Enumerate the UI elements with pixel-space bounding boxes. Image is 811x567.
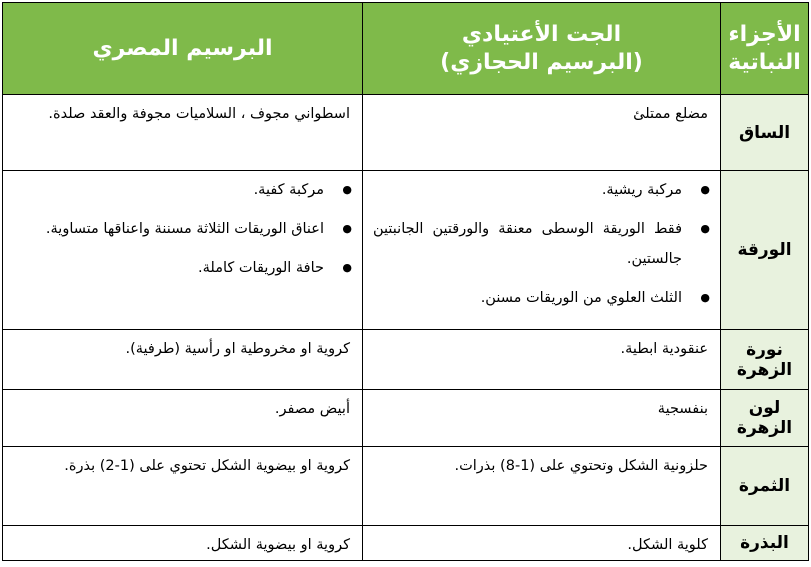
list-item: ● فقط الوريقة الوسطى معنقة والورقتين الجانبتين جالستين. (373, 214, 682, 274)
list-item: ● الثلث العلوي من الوريقات مسنن. (373, 283, 682, 313)
list-item: ● اعناق الوريقات الثلاثة مسننة واعناقها متساوية. (13, 214, 324, 244)
egyptian-leaf-list (13, 175, 350, 283)
hegazi-leaf-list (373, 175, 708, 313)
egyptian-stem: اسطواني مجوف ، السلاميات مجوفة والعقد صلدة. (3, 95, 363, 171)
hegazi-seed: كلوية الشكل. (363, 526, 721, 561)
comparison-table (2, 2, 809, 561)
table-row-stem (3, 95, 809, 171)
part-label-flower-color: لون الزهرة (721, 390, 809, 447)
list-item: ● مركبة كفية. (13, 175, 324, 205)
hegazi-leaf (363, 171, 721, 330)
egyptian-flower-color: أبيض مصفر. (3, 390, 363, 447)
list-item: ● مركبة ريشية. (373, 175, 682, 205)
egyptian-corolla: كروية او مخروطية او رأسية (طرفية). (3, 330, 363, 390)
part-label-corolla: نورة الزهرة (721, 330, 809, 390)
table-row-corolla (3, 330, 809, 390)
hegazi-stem: مضلع ممتلئ (363, 95, 721, 171)
header-hegazi-clover: الجت الأعتيادي (البرسيم الحجازي) (363, 3, 721, 95)
header-egyptian-clover: البرسيم المصري (3, 3, 363, 95)
part-label-seed: البذرة (721, 526, 809, 561)
list-item: ● حافة الوريقات كاملة. (13, 253, 324, 283)
header-plant-parts: الأجزاء النباتية (721, 3, 809, 95)
egyptian-leaf (3, 171, 363, 330)
table-row-flower-color (3, 390, 809, 447)
part-label-stem: الساق (721, 95, 809, 171)
table-row-fruit (3, 447, 809, 526)
part-label-leaf: الورقة (721, 171, 809, 330)
egyptian-fruit: كروية او بيضوية الشكل تحتوي على (1-2) بذرة. (3, 447, 363, 526)
part-label-fruit: الثمرة (721, 447, 809, 526)
hegazi-flower-color: بنفسجية (363, 390, 721, 447)
hegazi-fruit: حلزونية الشكل وتحتوي على (1-8) بذرات. (363, 447, 721, 526)
egyptian-seed: كروية او بيضوية الشكل. (3, 526, 363, 561)
table-row-leaf (3, 171, 809, 330)
table-row-seed (3, 526, 809, 561)
header-row (3, 3, 809, 95)
hegazi-corolla: عنقودية ابطية. (363, 330, 721, 390)
